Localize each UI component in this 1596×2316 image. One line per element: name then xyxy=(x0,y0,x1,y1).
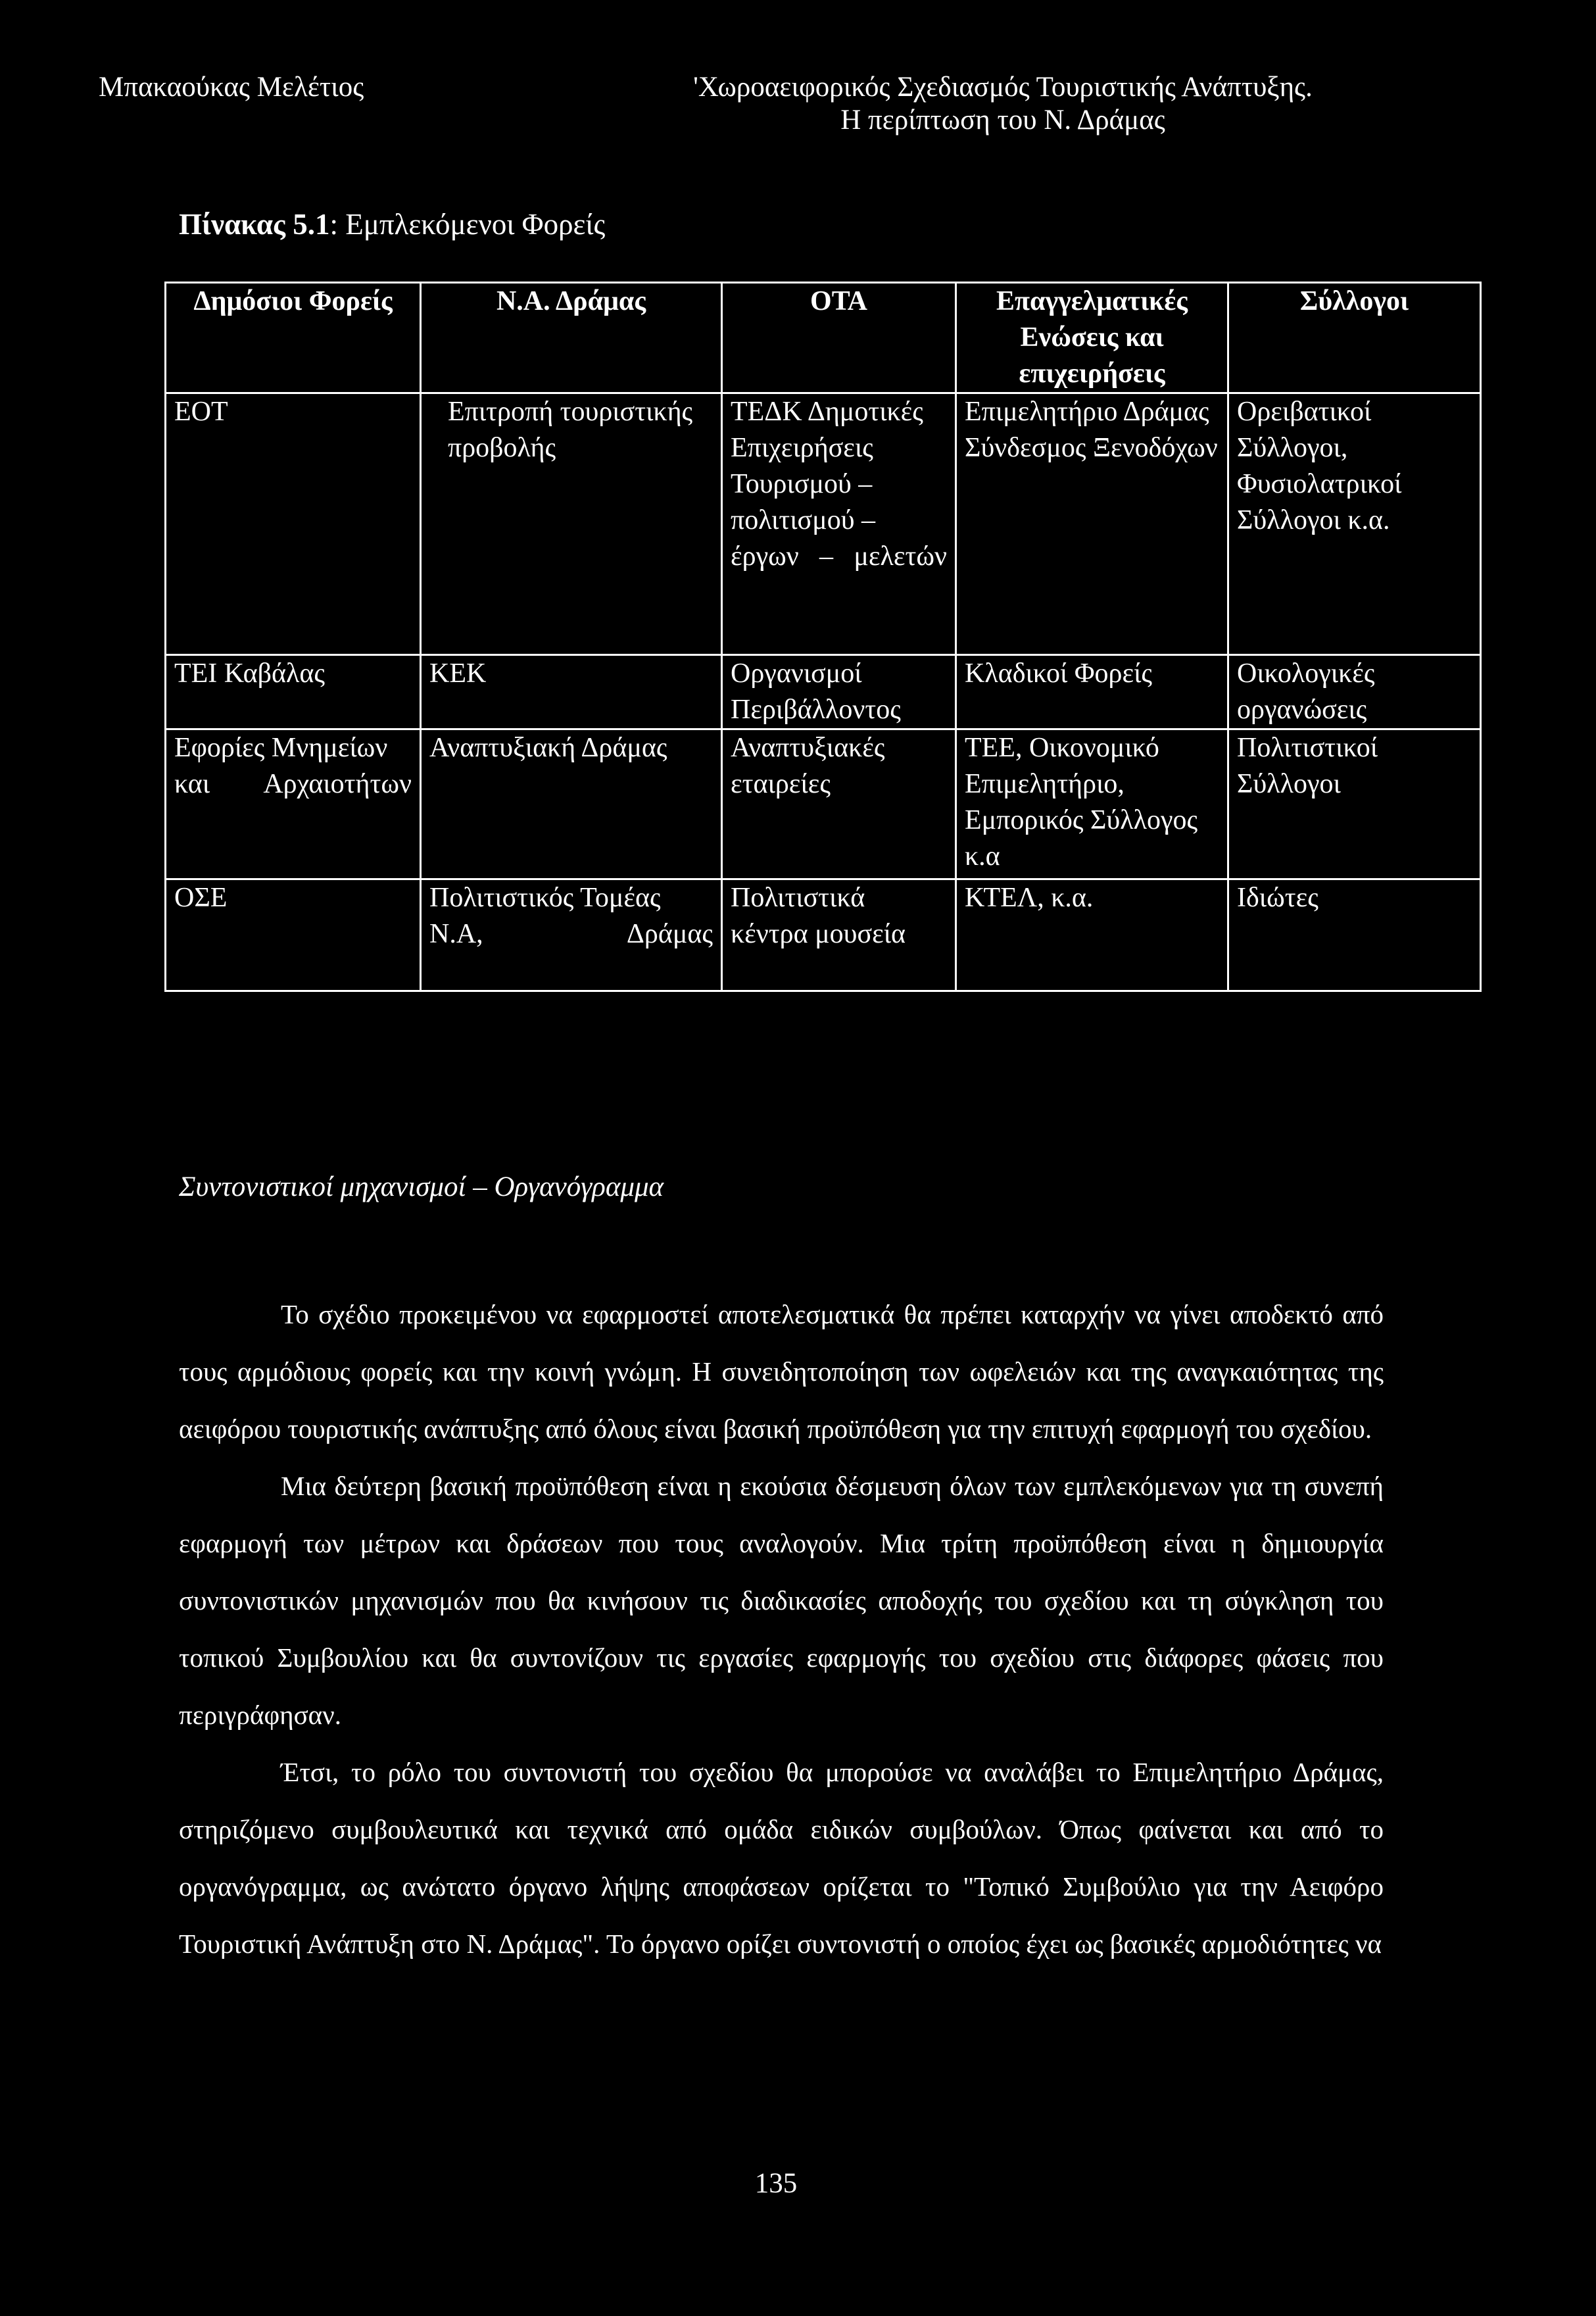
paragraph: Το σχέδιο προκειμένου να εφαρμοστεί αποτελεσματικά θα πρέπει καταρχήν να γίνει αποδεκτό από τους αρμόδιους φορείς και την κοινή γνώμη. Η συνειδητοποίηση των ωφελειών και της αναγκαιότητας της αειφόρου τουριστικής ανάπτυξης από όλους είναι βασική προϋπόθεση για την επιτυχή εφαρμογή του σχεδίου. xyxy=(179,1299,1384,1444)
table-cell: Πολιτιστικά κέντρα μουσεία xyxy=(722,879,956,991)
table-caption xyxy=(179,207,605,241)
stakeholders-table xyxy=(164,282,1482,992)
header-cell: Δημόσιοι Φορείς xyxy=(166,283,421,393)
table-cell: ΤΕΙ Καβάλας xyxy=(166,655,421,729)
table-cell: ΚΕΚ xyxy=(421,655,722,729)
table-cell: Εφορίες Μνημείων και Αρχαιοτήτων xyxy=(166,729,421,879)
table-row xyxy=(166,655,1481,729)
table-caption-label: Πίνακας 5.1 xyxy=(179,208,330,241)
table-row xyxy=(166,879,1481,991)
running-header-title-line1: 'Χωροαειφορικός Σχεδιασμός Τουριστικής Ανάπτυξης. xyxy=(693,72,1313,103)
table-cell: Αναπτυξιακές εταιρείες xyxy=(722,729,956,879)
table-cell: Πολιτιστικός Τομέας Ν.Α, Δράμας xyxy=(421,879,722,991)
table-header-row xyxy=(166,283,1481,393)
running-header-title-line2: Η περίπτωση του Ν. Δράμας xyxy=(840,105,1165,136)
table-cell: ΤΕΕ, Οικονομικό Επιμελητήριο, Εμπορικός Σύλλογος κ.α xyxy=(956,729,1228,879)
table-cell: Πολιτιστικοί Σύλλογοι xyxy=(1228,729,1481,879)
table-cell: ΕΟΤ xyxy=(166,393,421,655)
header-cell: Σύλλογοι xyxy=(1228,283,1481,393)
paragraph: Έτσι, το ρόλο του συντονιστή του σχεδίου θα μπορούσε να αναλάβει το Επιμελητήριο Δράμας, στηριζόμενο συμβουλευτικά και τεχνικά από ομάδα ειδικών συμβούλων. Όπως φαίνεται και από το οργανόγραμμα, ως ανώτατο όργανο λήψης αποφάσεων ορίζεται το "Τοπικό Συμβούλιο για την Αειφόρο Τουριστική Ανάπτυξη στο Ν. Δράμας". Το όργανο ορίζει συντονιστή ο οποίος έχει ως βασικές αρμοδιότητες να xyxy=(179,1757,1384,1959)
body-text xyxy=(179,1286,1384,1973)
table-cell: Οργανισμοί Περιβάλλοντος xyxy=(722,655,956,729)
table-cell: Αναπτυξιακή Δράμας xyxy=(421,729,722,879)
table-cell: ΟΣΕ xyxy=(166,879,421,991)
table-caption-text: : Εμπλεκόμενοι Φορείς xyxy=(329,208,606,241)
header-cell: ΟΤΑ xyxy=(722,283,956,393)
table-cell: ΚΤΕΛ, κ.α. xyxy=(956,879,1228,991)
page-number: 135 xyxy=(754,2168,798,2199)
paragraph: Μια δεύτερη βασική προϋπόθεση είναι η εκούσια δέσμευση όλων των εμπλεκόμενων για τη συνεπή εφαρμογή των μέτρων και δράσεων που τους αναλογούν. Μια τρίτη προϋπόθεση είναι η δημιουργία συντονιστικών μηχανισμών που θα κινήσουν τις διαδικασίες αποδοχής του σχεδίου και τη σύγκληση του τοπικού Συμβουλίου και θα συντονίζουν τις εργασίες εφαρμογής του σχεδίου στις διάφορες φάσεις που περιγράφησαν. xyxy=(179,1471,1384,1730)
running-header-title xyxy=(658,71,1348,137)
table-cell: Κλαδικοί Φορείς xyxy=(956,655,1228,729)
header-cell: Ν.Α. Δράμας xyxy=(421,283,722,393)
table-cell: Επιτροπή τουριστικής προβολής xyxy=(421,393,722,655)
header-cell: Επαγγελματικές Ενώσεις και επιχειρήσεις xyxy=(956,283,1228,393)
table-row xyxy=(166,729,1481,879)
section-heading: Συντονιστικοί μηχανισμοί – Οργανόγραμμα xyxy=(179,1171,664,1202)
table-cell: Επιμελητήριο Δράμας Σύνδεσμος Ξενοδόχων xyxy=(956,393,1228,655)
table-row xyxy=(166,393,1481,655)
table-cell: Ιδιώτες xyxy=(1228,879,1481,991)
table-cell: ΤΕΔΚ Δημοτικές Επιχειρήσεις Τουρισμού – πολιτισμού – έργων – μελετών xyxy=(722,393,956,655)
running-header-author: Μπακαούκας Μελέτιος xyxy=(99,72,364,103)
table-cell: Ορειβατικοί Σύλλογοι, Φυσιολατρικοί Σύλλογοι κ.α. xyxy=(1228,393,1481,655)
table-cell: Οικολογικές οργανώσεις xyxy=(1228,655,1481,729)
